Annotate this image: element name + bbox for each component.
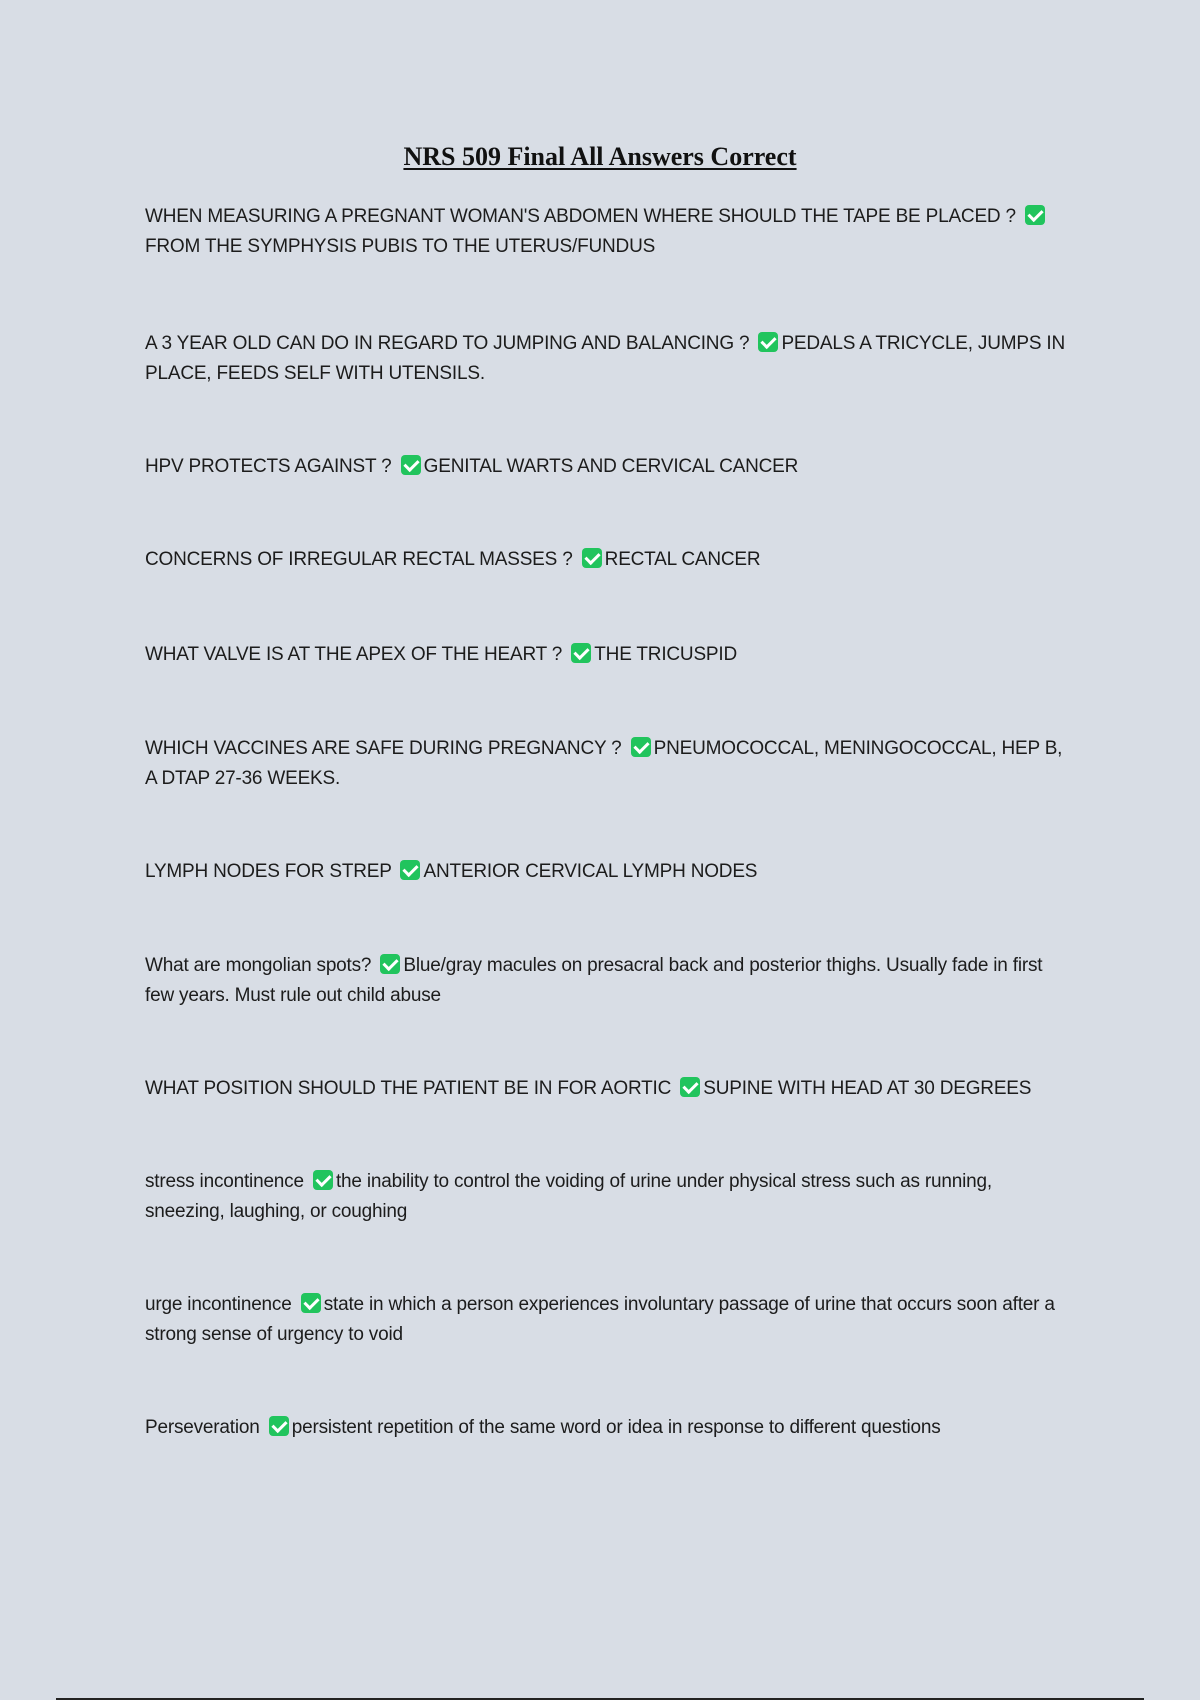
- qa-item: [145, 951, 1065, 1011]
- qa-item: [145, 1290, 1065, 1350]
- green-checkmark-icon: [269, 1416, 289, 1436]
- green-checkmark-icon: [571, 643, 591, 663]
- question-text: WHAT VALVE IS AT THE APEX OF THE HEART ?: [145, 644, 563, 665]
- answer-text: Blue/gray macules on presacral back and posterior thighs. Usually fade in first few years. Must rule out child abuse: [145, 955, 1043, 1006]
- qa-item: [145, 202, 1065, 262]
- answer-text: persistent repetition of the same word or idea in response to different questions: [291, 1417, 941, 1438]
- qa-item: [145, 734, 1065, 794]
- green-checkmark-icon: [401, 455, 421, 475]
- qa-item: [145, 545, 1065, 575]
- qa-item: [145, 329, 1065, 389]
- green-checkmark-icon: [680, 1077, 700, 1097]
- green-checkmark-icon: [758, 332, 778, 352]
- question-text: WHICH VACCINES ARE SAFE DURING PREGNANCY ?: [145, 738, 622, 759]
- answer-text: SUPINE WITH HEAD AT 30 DEGREES: [703, 1078, 1032, 1099]
- qa-item: [145, 1074, 1065, 1104]
- answer-text: PNEUMOCOCCAL, MENINGOCOCCAL, HEP B, A DTAP 27-36 WEEKS.: [145, 738, 1063, 789]
- answer-text: GENITAL WARTS AND CERVICAL CANCER: [423, 456, 799, 477]
- question-text: CONCERNS OF IRREGULAR RECTAL MASSES ?: [145, 549, 573, 570]
- answer-text: RECTAL CANCER: [604, 549, 761, 570]
- qa-item: [145, 1167, 1065, 1227]
- question-text: Perseveration: [145, 1417, 260, 1438]
- answer-text: FROM THE SYMPHYSIS PUBIS TO THE UTERUS/FUNDUS: [145, 236, 656, 257]
- answer-text: PEDALS A TRICYCLE, JUMPS IN PLACE, FEEDS SELF WITH UTENSILS.: [145, 333, 1065, 384]
- qa-item: [145, 452, 1065, 482]
- answer-text: ANTERIOR CERVICAL LYMPH NODES: [423, 861, 758, 882]
- green-checkmark-icon: [313, 1170, 333, 1190]
- question-text: urge incontinence: [145, 1294, 292, 1315]
- question-text: WHAT POSITION SHOULD THE PATIENT BE IN FOR AORTIC: [145, 1078, 672, 1099]
- answer-text: state in which a person experiences involuntary passage of urine that occurs soon after a strong sense of urgency to void: [145, 1294, 1055, 1345]
- question-text: What are mongolian spots?: [145, 955, 372, 976]
- question-text: LYMPH NODES FOR STREP: [145, 861, 392, 882]
- green-checkmark-icon: [400, 860, 420, 880]
- answer-text: THE TRICUSPID: [594, 644, 737, 665]
- qa-item: [145, 1413, 1065, 1443]
- question-text: HPV PROTECTS AGAINST ?: [145, 456, 392, 477]
- green-checkmark-icon: [631, 737, 651, 757]
- green-checkmark-icon: [1025, 205, 1045, 225]
- green-checkmark-icon: [582, 548, 602, 568]
- green-checkmark-icon: [301, 1293, 321, 1313]
- qa-item: [145, 857, 1065, 887]
- green-checkmark-icon: [380, 954, 400, 974]
- question-text: WHEN MEASURING A PREGNANT WOMAN'S ABDOMEN WHERE SHOULD THE TAPE BE PLACED ?: [145, 206, 1016, 227]
- answer-text: the inability to control the voiding of urine under physical stress such as running, sneezing, laughing, or coughing: [145, 1171, 992, 1222]
- question-text: stress incontinence: [145, 1171, 304, 1192]
- document-title: NRS 509 Final All Answers Correct: [403, 142, 797, 171]
- question-text: A 3 YEAR OLD CAN DO IN REGARD TO JUMPING AND BALANCING ?: [145, 333, 750, 354]
- qa-item: [145, 640, 1065, 670]
